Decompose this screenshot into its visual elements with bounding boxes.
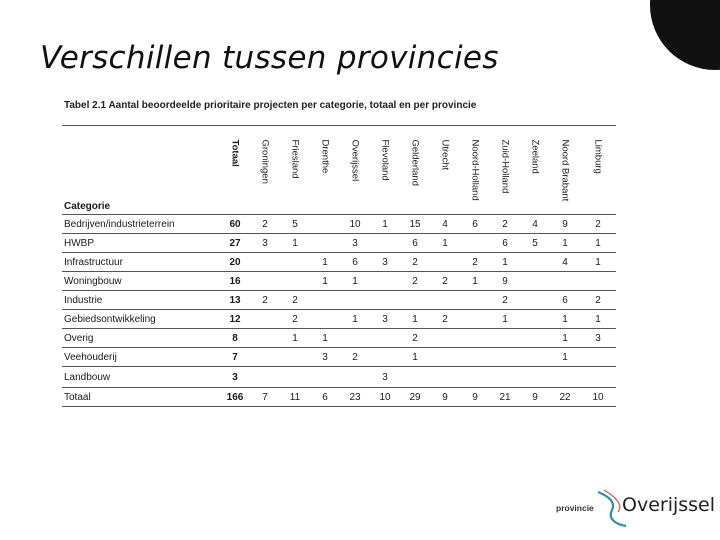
table-cell — [520, 367, 550, 388]
overijssel-logo — [552, 488, 716, 528]
table-cell: 1 — [400, 348, 430, 367]
logo-name: Overijssel — [622, 494, 716, 516]
table-cell: 2 — [280, 291, 310, 310]
table-cell — [250, 272, 280, 291]
table-cell: 6 — [490, 234, 520, 253]
table-cell — [520, 329, 550, 348]
table-cell: 2 — [400, 253, 430, 272]
table-figure — [62, 100, 618, 407]
table-cell: 5 — [520, 234, 550, 253]
table-row — [62, 348, 616, 367]
table-cell — [310, 234, 340, 253]
table-row — [62, 329, 616, 348]
table-caption: Tabel 2.1 Aantal beoordeelde prioritaire projecten per categorie, totaal en per provincie — [64, 100, 477, 111]
table-cell: 11 — [280, 388, 310, 407]
table-cell: 2 — [580, 215, 616, 234]
table-cell: 2 — [250, 291, 280, 310]
table-cell — [430, 291, 460, 310]
table-cell: 20 — [220, 253, 250, 272]
table-cell: 1 — [430, 234, 460, 253]
table-cell: 6 — [550, 291, 580, 310]
table-cell: 1 — [550, 329, 580, 348]
table-cell: 2 — [340, 348, 370, 367]
table-cell: 3 — [250, 234, 280, 253]
table-cell: 2 — [430, 310, 460, 329]
table-cell: 3 — [220, 367, 250, 388]
table-cell — [310, 310, 340, 329]
corner-decoration — [650, 0, 720, 70]
table-cell — [430, 253, 460, 272]
table-cell: 2 — [400, 329, 430, 348]
table-cell: 10 — [580, 388, 616, 407]
table-cell: 6 — [340, 253, 370, 272]
table-cell: 3 — [580, 329, 616, 348]
table-cell — [520, 253, 550, 272]
table-cell: 1 — [310, 253, 340, 272]
table-cell — [490, 367, 520, 388]
table-cell: 2 — [430, 272, 460, 291]
table-cell: 1 — [490, 310, 520, 329]
table-cell: 2 — [250, 215, 280, 234]
table-cell: 2 — [400, 272, 430, 291]
column-header: Zeeland — [520, 126, 550, 215]
table-cell: 23 — [340, 388, 370, 407]
table-row — [62, 272, 616, 291]
table-cell: 4 — [430, 215, 460, 234]
column-header: Gelderland — [400, 126, 430, 215]
table-cell: 1 — [580, 310, 616, 329]
column-header: Totaal — [220, 126, 250, 215]
table-cell: 1 — [370, 215, 400, 234]
table-cell: 9 — [550, 215, 580, 234]
row-category: Bedrijven/industrieterrein — [62, 215, 220, 234]
table-cell: 1 — [280, 234, 310, 253]
table-cell: 10 — [370, 388, 400, 407]
column-header: Noord Brabant — [550, 126, 580, 215]
table-cell: 3 — [370, 367, 400, 388]
table-cell — [250, 329, 280, 348]
table-cell — [310, 367, 340, 388]
table-cell — [520, 348, 550, 367]
table-cell: 9 — [520, 388, 550, 407]
table-cell: 1 — [460, 272, 490, 291]
table-cell — [310, 215, 340, 234]
table-cell: 9 — [490, 272, 520, 291]
table-cell — [340, 367, 370, 388]
table-cell — [280, 367, 310, 388]
column-header: Groningen — [250, 126, 280, 215]
row-category: Totaal — [62, 388, 220, 407]
table-cell — [460, 329, 490, 348]
column-header: Drenthe — [310, 126, 340, 215]
table-cell: 8 — [220, 329, 250, 348]
table-cell: 1 — [310, 329, 340, 348]
table-cell — [370, 234, 400, 253]
table-cell: 1 — [400, 310, 430, 329]
table-cell: 1 — [340, 272, 370, 291]
table-cell — [520, 310, 550, 329]
row-category: Overig — [62, 329, 220, 348]
table-cell — [340, 329, 370, 348]
table-cell — [490, 329, 520, 348]
table-cell: 1 — [550, 234, 580, 253]
table-body — [62, 215, 616, 407]
column-header: Overijssel — [340, 126, 370, 215]
table-cell: 1 — [550, 348, 580, 367]
table-cell: 1 — [340, 310, 370, 329]
table-cell: 1 — [310, 272, 340, 291]
table-cell — [460, 367, 490, 388]
table-cell: 3 — [370, 253, 400, 272]
column-header: Noord-Holland — [460, 126, 490, 215]
table-cell: 1 — [580, 234, 616, 253]
table-cell: 27 — [220, 234, 250, 253]
table-cell: 6 — [310, 388, 340, 407]
table-cell — [580, 367, 616, 388]
table-cell: 4 — [520, 215, 550, 234]
table-row — [62, 291, 616, 310]
table-cell — [490, 348, 520, 367]
table-cell: 2 — [490, 291, 520, 310]
row-category: Industrie — [62, 291, 220, 310]
table-cell — [400, 291, 430, 310]
table-cell — [340, 291, 370, 310]
table-cell: 9 — [430, 388, 460, 407]
table-row — [62, 234, 616, 253]
table-cell — [550, 272, 580, 291]
table-cell — [430, 367, 460, 388]
table-row — [62, 388, 616, 407]
table-cell — [250, 367, 280, 388]
table-row — [62, 367, 616, 388]
table-cell — [250, 253, 280, 272]
table-row — [62, 310, 616, 329]
table-cell: 6 — [400, 234, 430, 253]
table-cell: 3 — [310, 348, 340, 367]
table-cell: 2 — [580, 291, 616, 310]
row-category: HWBP — [62, 234, 220, 253]
table-cell — [310, 291, 340, 310]
column-header: Zuid-Holland — [490, 126, 520, 215]
table-cell: 21 — [490, 388, 520, 407]
column-header: Utrecht — [430, 126, 460, 215]
row-category: Veehouderij — [62, 348, 220, 367]
table-cell — [460, 310, 490, 329]
table-cell: 22 — [550, 388, 580, 407]
table-cell — [430, 348, 460, 367]
table-cell: 2 — [460, 253, 490, 272]
table-cell — [460, 234, 490, 253]
table-cell: 7 — [220, 348, 250, 367]
table-cell: 2 — [280, 310, 310, 329]
table-cell: 1 — [280, 329, 310, 348]
table-cell — [460, 291, 490, 310]
table-cell: 12 — [220, 310, 250, 329]
table-row — [62, 253, 616, 272]
table-cell — [280, 348, 310, 367]
table-cell — [280, 253, 310, 272]
table-cell: 166 — [220, 388, 250, 407]
slide-title: Verschillen tussen provincies — [40, 40, 499, 76]
table-cell — [520, 291, 550, 310]
table-header-row — [62, 126, 616, 215]
table-cell: 15 — [400, 215, 430, 234]
column-header: Flevoland — [370, 126, 400, 215]
table-cell: 1 — [580, 253, 616, 272]
table-cell: 3 — [340, 234, 370, 253]
table-cell: 29 — [400, 388, 430, 407]
table-cell — [580, 272, 616, 291]
table-cell — [280, 272, 310, 291]
table-cell: 60 — [220, 215, 250, 234]
column-header: Limburg — [580, 126, 616, 215]
row-category: Gebiedsontwikkeling — [62, 310, 220, 329]
row-category: Landbouw — [62, 367, 220, 388]
table-cell: 6 — [460, 215, 490, 234]
table-cell — [370, 272, 400, 291]
table-cell — [550, 367, 580, 388]
row-category: Woningbouw — [62, 272, 220, 291]
table-cell: 5 — [280, 215, 310, 234]
table-cell: 7 — [250, 388, 280, 407]
table-cell: 2 — [490, 215, 520, 234]
table-cell — [370, 329, 400, 348]
row-category: Infrastructuur — [62, 253, 220, 272]
column-header: Friesland — [280, 126, 310, 215]
table-cell: 3 — [370, 310, 400, 329]
table-cell — [250, 348, 280, 367]
table-row — [62, 215, 616, 234]
table-cell: 1 — [550, 310, 580, 329]
table-cell: 1 — [490, 253, 520, 272]
table-cell: 16 — [220, 272, 250, 291]
table-cell — [400, 367, 430, 388]
table-cell — [430, 329, 460, 348]
table-cell: 9 — [460, 388, 490, 407]
logo-prefix: provincie — [556, 503, 594, 513]
table-cell: 4 — [550, 253, 580, 272]
projects-table — [62, 125, 616, 407]
table-cell — [520, 272, 550, 291]
table-cell — [370, 348, 400, 367]
table-cell — [250, 310, 280, 329]
category-header: Categorie — [62, 126, 220, 215]
table-cell — [460, 348, 490, 367]
table-cell: 13 — [220, 291, 250, 310]
table-cell: 10 — [340, 215, 370, 234]
table-cell — [580, 348, 616, 367]
table-cell — [370, 291, 400, 310]
